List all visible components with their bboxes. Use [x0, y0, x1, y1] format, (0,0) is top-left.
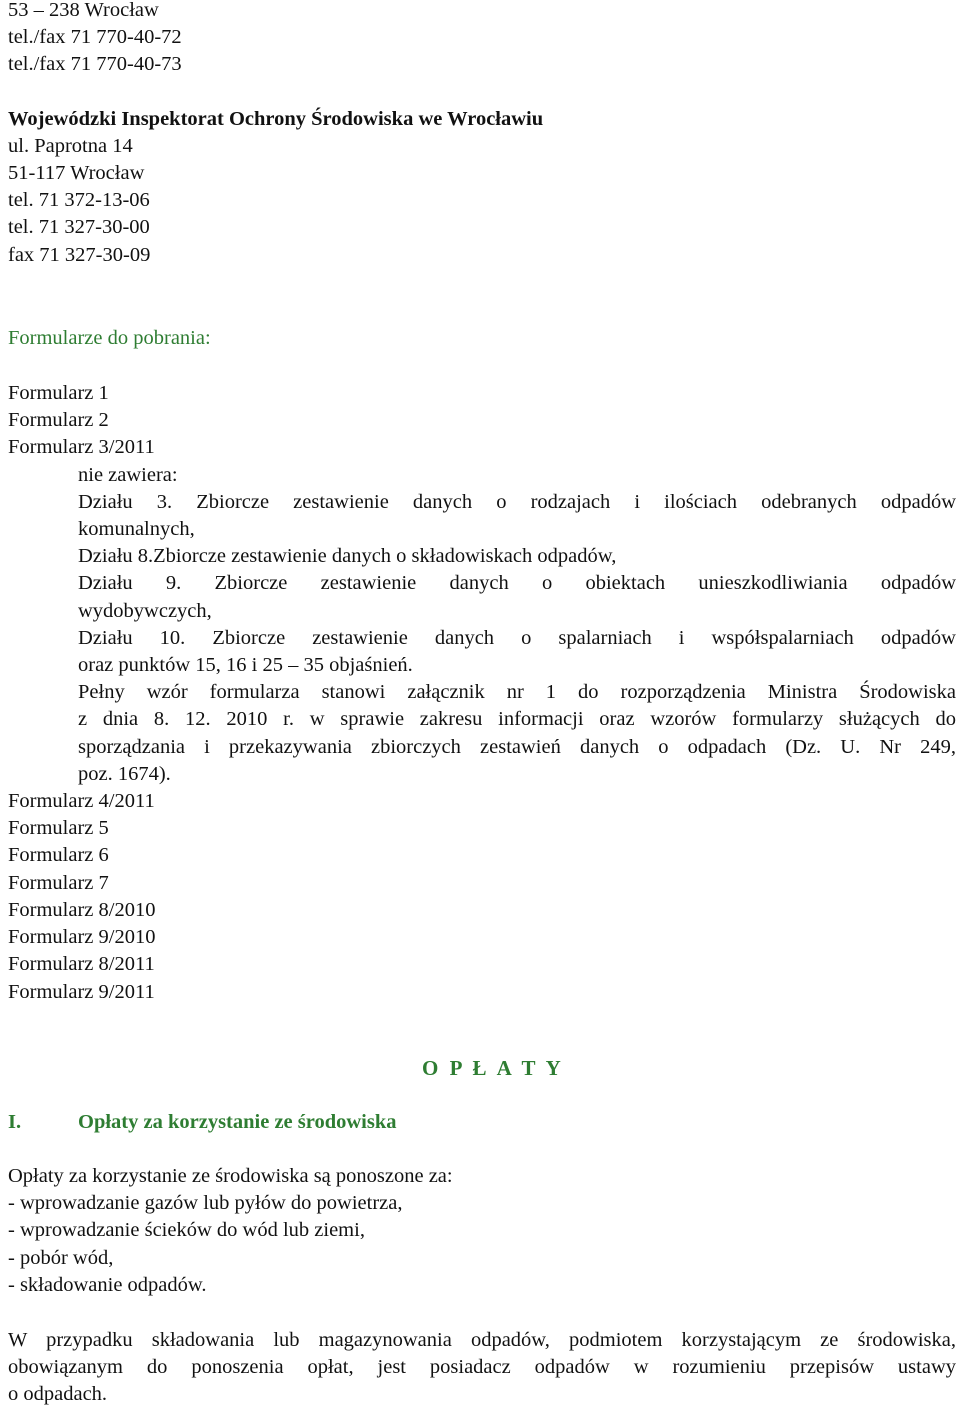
form-5-link[interactable]: Formularz 5	[8, 817, 109, 840]
wios-tel-1: tel. 71 372-13-06	[8, 189, 150, 212]
section-1-heading	[8, 1109, 397, 1136]
section-10-note-line1: Działu 10. Zbiorcze zestawienie danych o spalarniach i współspalarniach odpadów	[78, 626, 956, 649]
document-page	[8, 0, 956, 1406]
full-form-note-line4: poz. 1674).	[78, 762, 171, 785]
notes-intro: nie zawiera:	[78, 463, 178, 486]
section-3-note-line2: komunalnych,	[78, 518, 195, 541]
form-8-2010-link[interactable]: Formularz 8/2010	[8, 898, 156, 921]
phone-fax-2: tel./fax 71 770-40-73	[8, 53, 182, 76]
section-1-title: Opłaty za korzystanie ze środowiska	[78, 1111, 397, 1133]
fee-item: - pobór wód,	[8, 1246, 114, 1269]
oplaty-title: O P Ł A T Y	[422, 1056, 564, 1080]
section-9-note-line2: wydobywczych,	[78, 599, 212, 622]
form-8-2011-link[interactable]: Formularz 8/2011	[8, 953, 155, 976]
section-3-note-line1: Działu 3. Zbiorcze zestawienie danych o rodzajach i ilościach odebranych odpadów	[78, 490, 956, 513]
section-9-note-line1: Działu 9. Zbiorcze zestawienie danych o obiektach unieszkodliwiania odpadów	[78, 572, 956, 595]
wios-fax: fax 71 327-30-09	[8, 243, 151, 266]
waste-paragraph-line2: obowiązanym do ponoszenia opłat, jest posiadacz odpadów w rozumieniu przepisów ustawy	[8, 1356, 956, 1379]
form-6-link[interactable]: Formularz 6	[8, 844, 109, 867]
forms-heading: Formularze do pobrania:	[8, 326, 211, 349]
section-10-note-line2: oraz punktów 15, 16 i 25 – 35 objaśnień.	[78, 654, 413, 677]
phone-fax-1: tel./fax 71 770-40-72	[8, 26, 182, 49]
wios-name: Wojewódzki Inspektorat Ochrony Środowiska we Wrocławiu	[8, 107, 544, 130]
form-3-2011-link[interactable]: Formularz 3/2011	[8, 436, 155, 459]
wios-tel-2: tel. 71 327-30-00	[8, 216, 150, 239]
wios-city: 51-117 Wrocław	[8, 162, 145, 185]
form-4-2011-link[interactable]: Formularz 4/2011	[8, 790, 155, 813]
section-1-body	[8, 1163, 956, 1409]
section-1-number: I.	[8, 1111, 22, 1133]
address-line: 53 – 238 Wrocław	[8, 0, 159, 21]
fee-item: - składowanie odpadów.	[8, 1273, 207, 1296]
waste-paragraph-line3: o odpadach.	[8, 1383, 108, 1406]
full-form-note-line2: z dnia 8. 12. 2010 r. w sprawie zakresu informacji oraz wzorów formularzy służących do	[78, 708, 956, 731]
form-2-link[interactable]: Formularz 2	[8, 409, 109, 432]
form-1-link[interactable]: Formularz 1	[8, 382, 109, 405]
form-7-link[interactable]: Formularz 7	[8, 871, 109, 894]
fee-item: - wprowadzanie ścieków do wód lub ziemi,	[8, 1219, 365, 1242]
form-9-2011-link[interactable]: Formularz 9/2011	[8, 980, 155, 1003]
wios-street: ul. Paprotna 14	[8, 134, 133, 157]
form-9-2010-link[interactable]: Formularz 9/2010	[8, 926, 156, 949]
waste-paragraph-line1: W przypadku składowania lub magazynowania odpadów, podmiotem korzystającym ze środowiska,	[8, 1329, 956, 1352]
full-form-note-line1: Pełny wzór formularza stanowi załącznik nr 1 do rozporządzenia Ministra Środowiska	[78, 681, 956, 704]
full-form-note-line3: sporządzania i przekazywania zbiorczych zestawień danych o odpadach (Dz. U. Nr 249,	[78, 735, 956, 758]
form-3-notes	[8, 462, 956, 788]
section-1-intro: Opłaty za korzystanie ze środowiska są ponoszone za:	[8, 1165, 453, 1187]
section-8-note: Działu 8.Zbiorcze zestawienie danych o składowiskach odpadów,	[78, 545, 617, 568]
fee-item: - wprowadzanie gazów lub pyłów do powietrza,	[8, 1192, 403, 1215]
